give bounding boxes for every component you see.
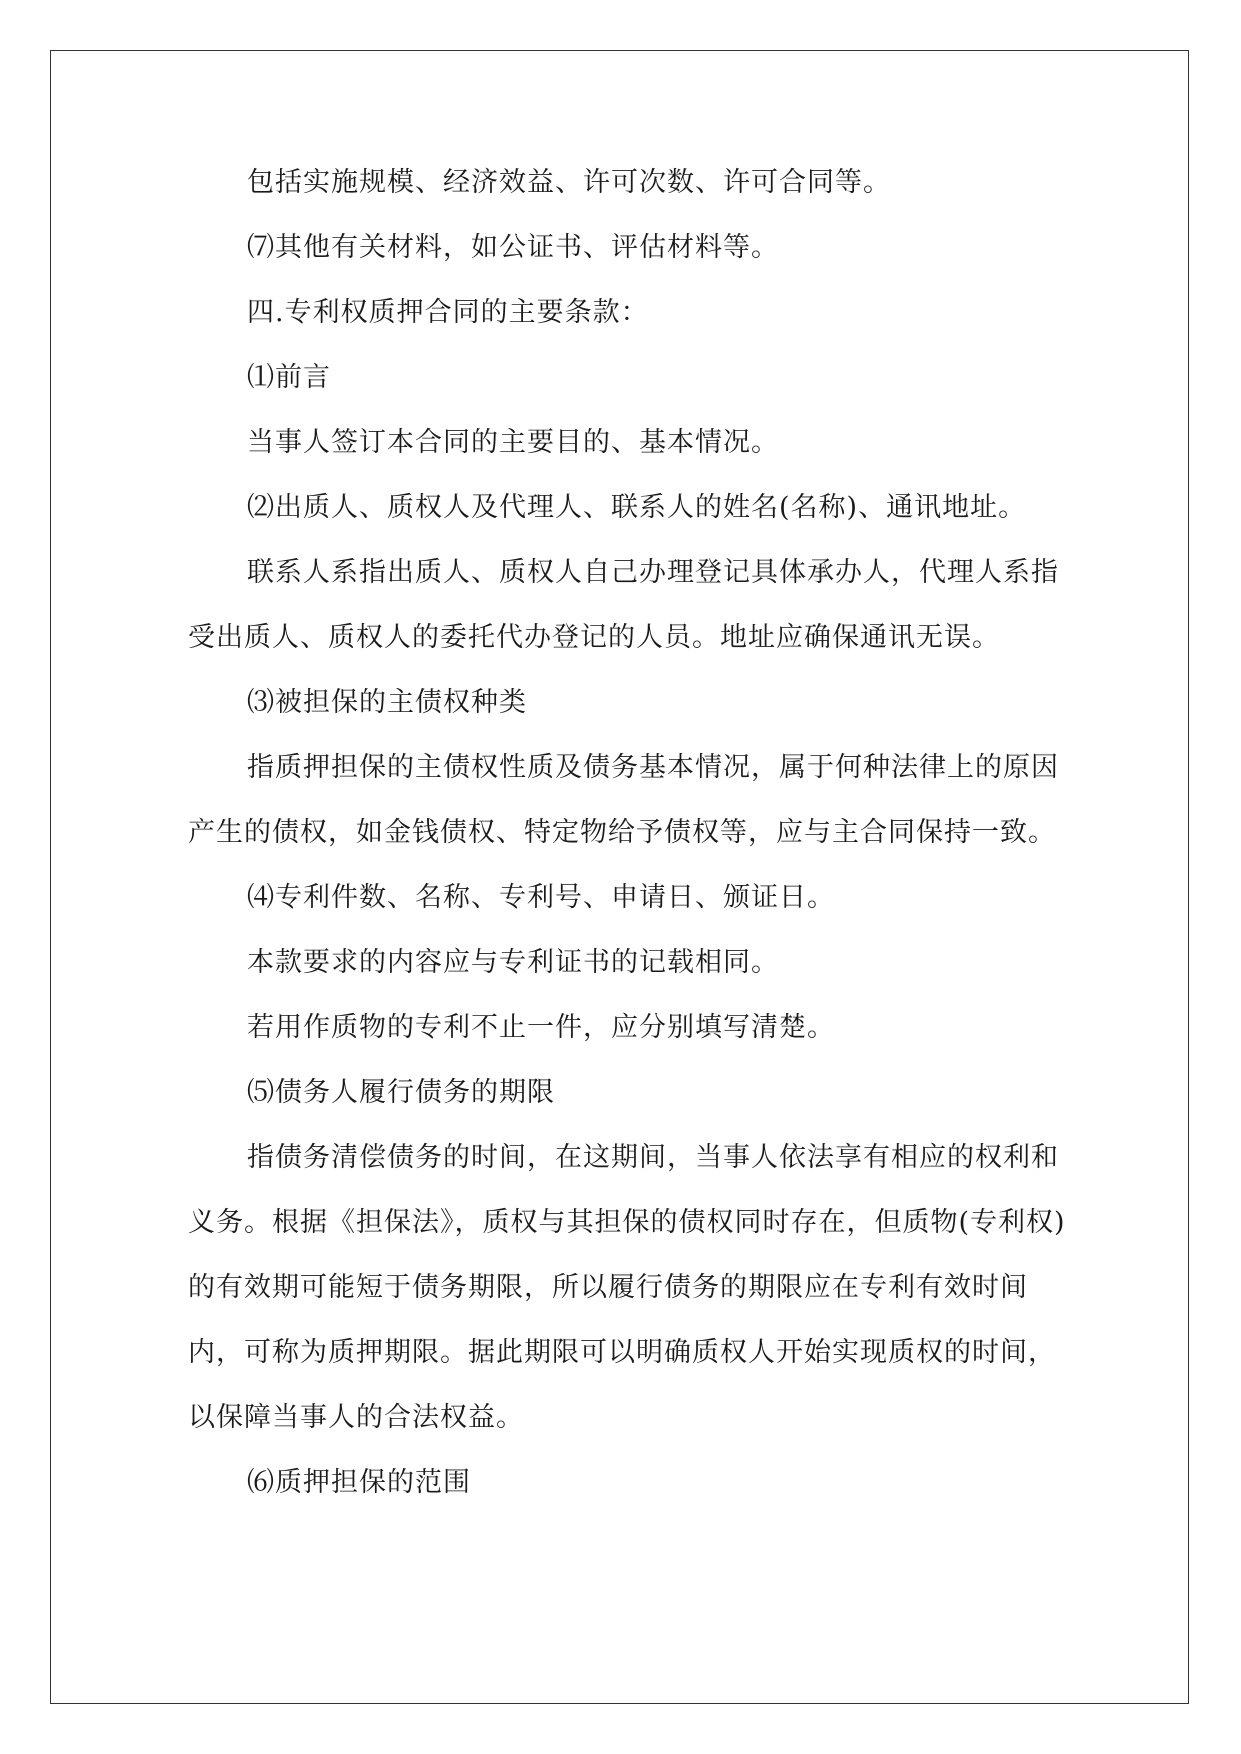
clause-heading: ⑷专利件数、名称、专利号、申请日、颁证日。 (247, 882, 835, 913)
paragraph: 指债务清偿债务的时间，在这期间，当事人依法享有相应的权利和义务。根据《担保法》，质权与其担保的债权同时存在，但质物(专利权)的有效期可能短于债务期限，所以履行债务的期限应在专利有效时间内，可称为质押期限。据此期限可以明确质权人开始实现质权的时间，以保障当事人的合法权益。 (188, 1142, 1066, 1433)
clause-heading: ⑹质押担保的范围 (247, 1467, 471, 1498)
paragraph: 指质押担保的主债权性质及债务基本情况，属于何种法律上的原因产生的债权，如金钱债权、特定物给予债权等，应与主合同保持一致。 (188, 752, 1059, 848)
paragraph: 若用作质物的专利不止一件，应分别填写清楚。 (247, 1012, 835, 1043)
clause-heading: ⑵出质人、质权人及代理人、联系人的姓名(名称)、通讯地址。 (247, 492, 1027, 523)
paragraph: 联系人系指出质人、质权人自己办理登记具体承办人，代理人系指受出质人、质权人的委托代办登记的人员。地址应确保通讯无误。 (188, 557, 1059, 653)
paragraph: 本款要求的内容应与专利证书的记载相同。 (247, 947, 779, 978)
paragraph: 当事人签订本合同的主要目的、基本情况。 (247, 427, 779, 458)
section-heading: 四.专利权质押合同的主要条款： (247, 297, 649, 328)
paragraph: 包括实施规模、经济效益、许可次数、许可合同等。 (247, 167, 891, 198)
clause-heading: ⑸债务人履行债务的期限 (247, 1077, 555, 1108)
clause-heading: ⑴前言 (247, 362, 331, 393)
paragraph: ⑺其他有关材料，如公证书、评估材料等。 (247, 232, 779, 263)
document-body (188, 150, 1068, 1515)
clause-heading: ⑶被担保的主债权种类 (247, 687, 527, 718)
